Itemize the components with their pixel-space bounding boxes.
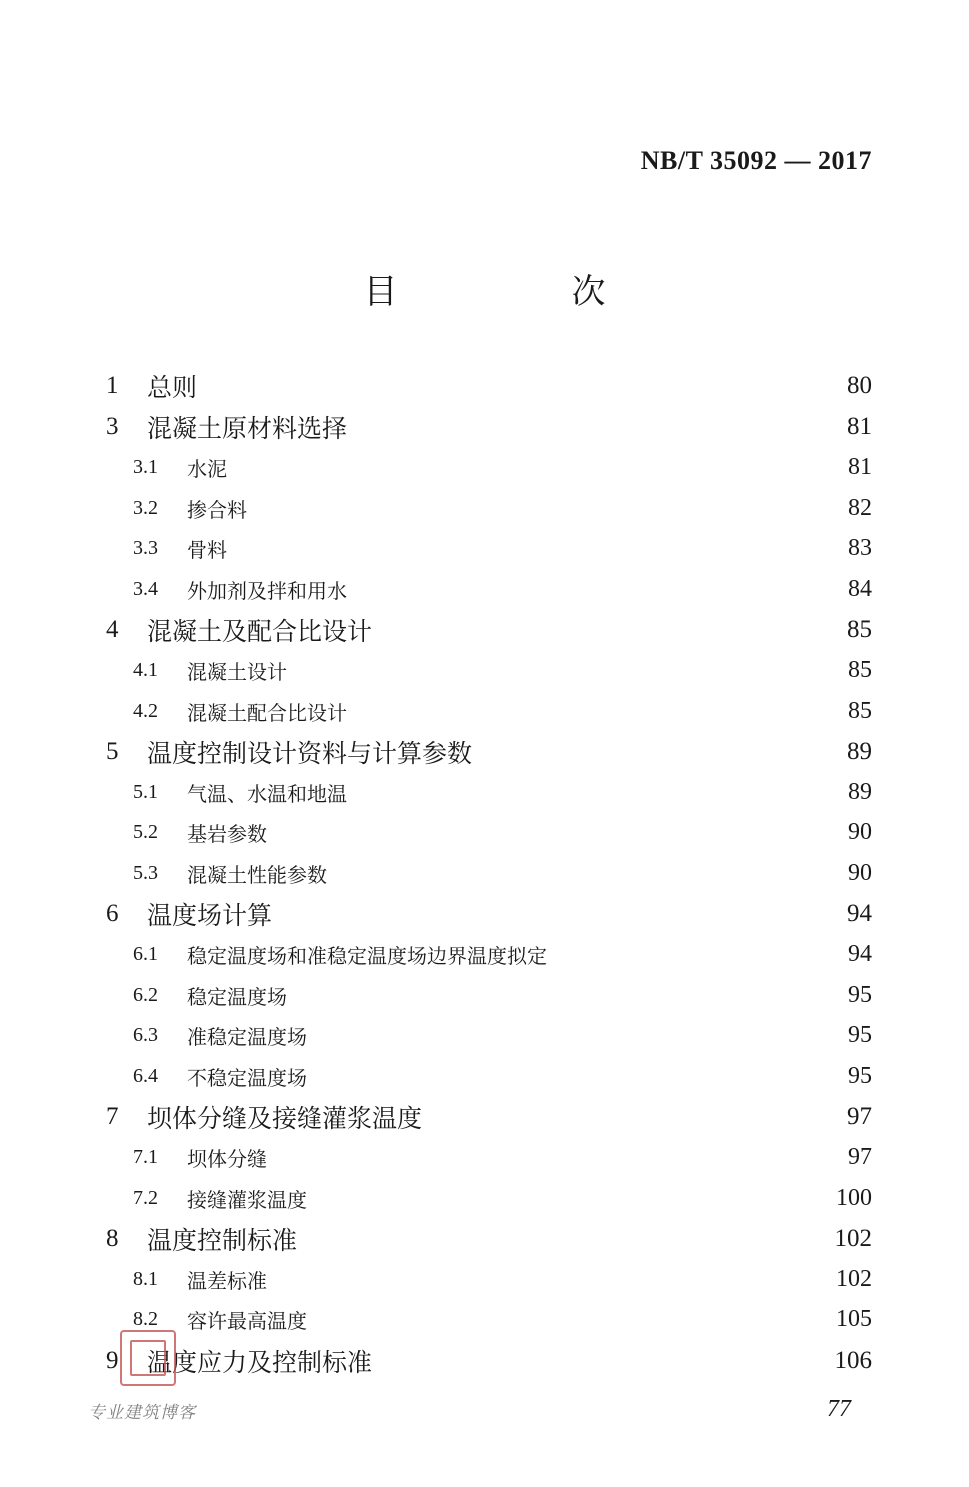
toc-entry-page: 80 [847, 372, 872, 400]
toc-entry-page: 106 [834, 1346, 872, 1374]
toc-entry-number: 5.2 [133, 821, 158, 844]
toc-entry-title: 准稳定温度场 [187, 1025, 307, 1050]
toc-entry[interactable] [106, 1340, 872, 1381]
toc-entry-number: 9 [106, 1346, 119, 1374]
toc-entry[interactable] [106, 1016, 872, 1057]
toc-leader-dots [249, 497, 846, 519]
toc-entry-page: 102 [836, 1265, 872, 1292]
standard-code: NB/T 35092 — 2017 [640, 146, 872, 175]
toc-entry[interactable] [106, 1300, 872, 1341]
toc-leader-dots [349, 578, 846, 600]
toc-entry-title: 容许最高温度 [187, 1309, 307, 1334]
toc-entry-page: 90 [848, 859, 872, 886]
toc-entry-page: 102 [834, 1224, 872, 1252]
toc-entry-title: 温度场计算 [147, 901, 273, 931]
toc-entry-page: 94 [848, 941, 872, 968]
toc-leader-dots [474, 741, 845, 763]
toc-entry-title: 水泥 [187, 456, 227, 481]
toc-entry-page: 85 [848, 697, 872, 724]
toc-entry[interactable] [106, 1218, 872, 1259]
toc-entry-number: 5.3 [133, 861, 158, 884]
page-number: 77 [827, 1396, 851, 1422]
watermark [88, 1330, 196, 1423]
toc-entry[interactable] [106, 366, 872, 407]
toc-entry-page: 95 [848, 981, 872, 1008]
toc-entry[interactable] [106, 813, 872, 854]
toc-leader-dots [349, 700, 846, 722]
toc-entry-title: 温度控制设计资料与计算参数 [147, 738, 473, 768]
toc-entry[interactable] [106, 1259, 872, 1300]
toc-entry-page: 84 [848, 575, 872, 602]
toc-leader-dots [289, 984, 846, 1006]
toc-leader-dots [549, 944, 846, 966]
toc-entry-page: 82 [848, 494, 872, 521]
toc-leader-dots [229, 538, 846, 560]
toc-leader-dots [374, 1350, 832, 1372]
toc-entry[interactable] [106, 934, 872, 975]
toc-leader-dots [289, 659, 846, 681]
toc-entry-page: 105 [836, 1306, 872, 1333]
toc-leader-dots [299, 1228, 832, 1250]
toc-entry-page: 95 [848, 1022, 872, 1049]
toc-entry-title: 接缝灌浆温度 [187, 1187, 307, 1212]
toc-entry-number: 7 [106, 1102, 119, 1130]
toc-entry-number: 7.2 [133, 1186, 158, 1209]
toc-entry-number: 3.3 [133, 537, 158, 560]
toc-entry-number: 6.1 [133, 943, 158, 966]
toc-leader-dots [269, 822, 846, 844]
toc-leader-dots [274, 903, 845, 925]
toc-entry-page: 97 [848, 1144, 872, 1171]
toc-entry-title: 温度控制标准 [147, 1225, 298, 1255]
toc-leader-dots [199, 375, 845, 397]
toc-entry-title: 稳定温度场和准稳定温度场边界温度拟定 [187, 944, 547, 969]
watermark-seal-icon [120, 1330, 176, 1386]
toc-entry-page: 90 [848, 819, 872, 846]
toc-leader-dots [329, 862, 846, 884]
toc-entry-title: 掺合料 [187, 497, 247, 522]
toc-entry-title: 不稳定温度场 [187, 1065, 307, 1090]
toc-leader-dots [309, 1065, 846, 1087]
toc-entry-page: 97 [847, 1102, 872, 1130]
toc-leader-dots [424, 1106, 845, 1128]
toc-entry[interactable] [106, 447, 872, 488]
toc-entry-title: 温度应力及控制标准 [147, 1347, 373, 1377]
toc-entry-title: 混凝土原材料选择 [147, 413, 348, 443]
toc-leader-dots [229, 456, 846, 478]
toc-leader-dots [309, 1187, 834, 1209]
toc-entry[interactable] [106, 569, 872, 610]
toc-leader-dots [309, 1309, 834, 1331]
toc-entry-number: 8.1 [133, 1267, 158, 1290]
toc-entry-page: 89 [847, 737, 872, 765]
toc-entry-number: 3.4 [133, 577, 158, 600]
toc-entry-number: 4.1 [133, 658, 158, 681]
toc-entry[interactable] [106, 772, 872, 813]
toc-leader-dots [269, 1147, 846, 1169]
toc-entry-number: 1 [106, 372, 119, 400]
toc-entry-page: 100 [836, 1184, 872, 1211]
toc-entry[interactable] [106, 731, 872, 772]
toc-entry-number: 7.1 [133, 1146, 158, 1169]
watermark-text: 专业建筑博客 [88, 1403, 196, 1423]
toc-entry[interactable] [106, 1056, 872, 1097]
toc-entry-number: 5.1 [133, 780, 158, 803]
toc-leader-dots [349, 781, 846, 803]
toc-entry-title: 混凝土性能参数 [187, 862, 327, 887]
toc-entry-title: 温差标准 [187, 1268, 267, 1293]
toc-entry-page: 81 [848, 453, 872, 480]
toc-entry-title: 混凝土配合比设计 [187, 700, 347, 725]
toc-entry[interactable] [106, 1097, 872, 1138]
toc-entry[interactable] [106, 1137, 872, 1178]
toc-entry-title: 稳定温度场 [187, 984, 287, 1009]
toc-entry-number: 8 [106, 1224, 119, 1252]
toc-entry[interactable] [106, 1178, 872, 1219]
toc-entry-title: 气温、水温和地温 [187, 781, 347, 806]
toc-entry-page: 83 [848, 535, 872, 562]
toc-entry[interactable] [106, 975, 872, 1016]
toc-entry-number: 3.2 [133, 496, 158, 519]
toc-entry-page: 89 [848, 778, 872, 805]
toc-entry-number: 8.2 [133, 1308, 158, 1331]
toc-entry-title: 外加剂及拌和用水 [187, 578, 347, 603]
toc-leader-dots [269, 1268, 834, 1290]
toc-entry-page: 81 [847, 412, 872, 440]
toc-entry-title: 混凝土设计 [187, 659, 287, 684]
toc-entry-number: 4.2 [133, 699, 158, 722]
toc-entry-number: 6.4 [133, 1064, 158, 1087]
toc-entry-number: 5 [106, 737, 119, 765]
toc-entry-page: 85 [848, 656, 872, 683]
toc-entry-number: 3 [106, 412, 119, 440]
toc-entry[interactable] [106, 650, 872, 691]
toc-entry[interactable] [106, 407, 872, 448]
toc-title: 目 次 [363, 272, 676, 312]
toc-entry-title: 骨料 [187, 538, 227, 563]
toc-entry-number: 6 [106, 900, 119, 928]
toc-entry[interactable] [106, 853, 872, 894]
toc-entry-title: 总则 [147, 373, 198, 403]
toc-entry[interactable] [106, 691, 872, 732]
toc-entry-number: 4 [106, 615, 119, 643]
toc-entry[interactable] [106, 528, 872, 569]
toc-leader-dots [349, 416, 845, 438]
toc-entry-number: 6.2 [133, 983, 158, 1006]
toc-entry-title: 坝体分缝及接缝灌浆温度 [147, 1103, 423, 1133]
toc-entry-number: 3.1 [133, 455, 158, 478]
toc-entry-title: 坝体分缝 [187, 1147, 267, 1172]
toc-entry-page: 95 [848, 1062, 872, 1089]
toc-leader-dots [374, 619, 845, 641]
toc-entry[interactable] [106, 610, 872, 651]
toc-entry-title: 基岩参数 [187, 822, 267, 847]
toc-entry[interactable] [106, 894, 872, 935]
toc-entry[interactable] [106, 488, 872, 529]
toc-entry-page: 94 [847, 900, 872, 928]
toc-entry-page: 85 [847, 615, 872, 643]
toc-entry-title: 混凝土及配合比设计 [147, 616, 373, 646]
table-of-contents [106, 366, 872, 1381]
toc-leader-dots [309, 1025, 846, 1047]
toc-entry-number: 6.3 [133, 1024, 158, 1047]
